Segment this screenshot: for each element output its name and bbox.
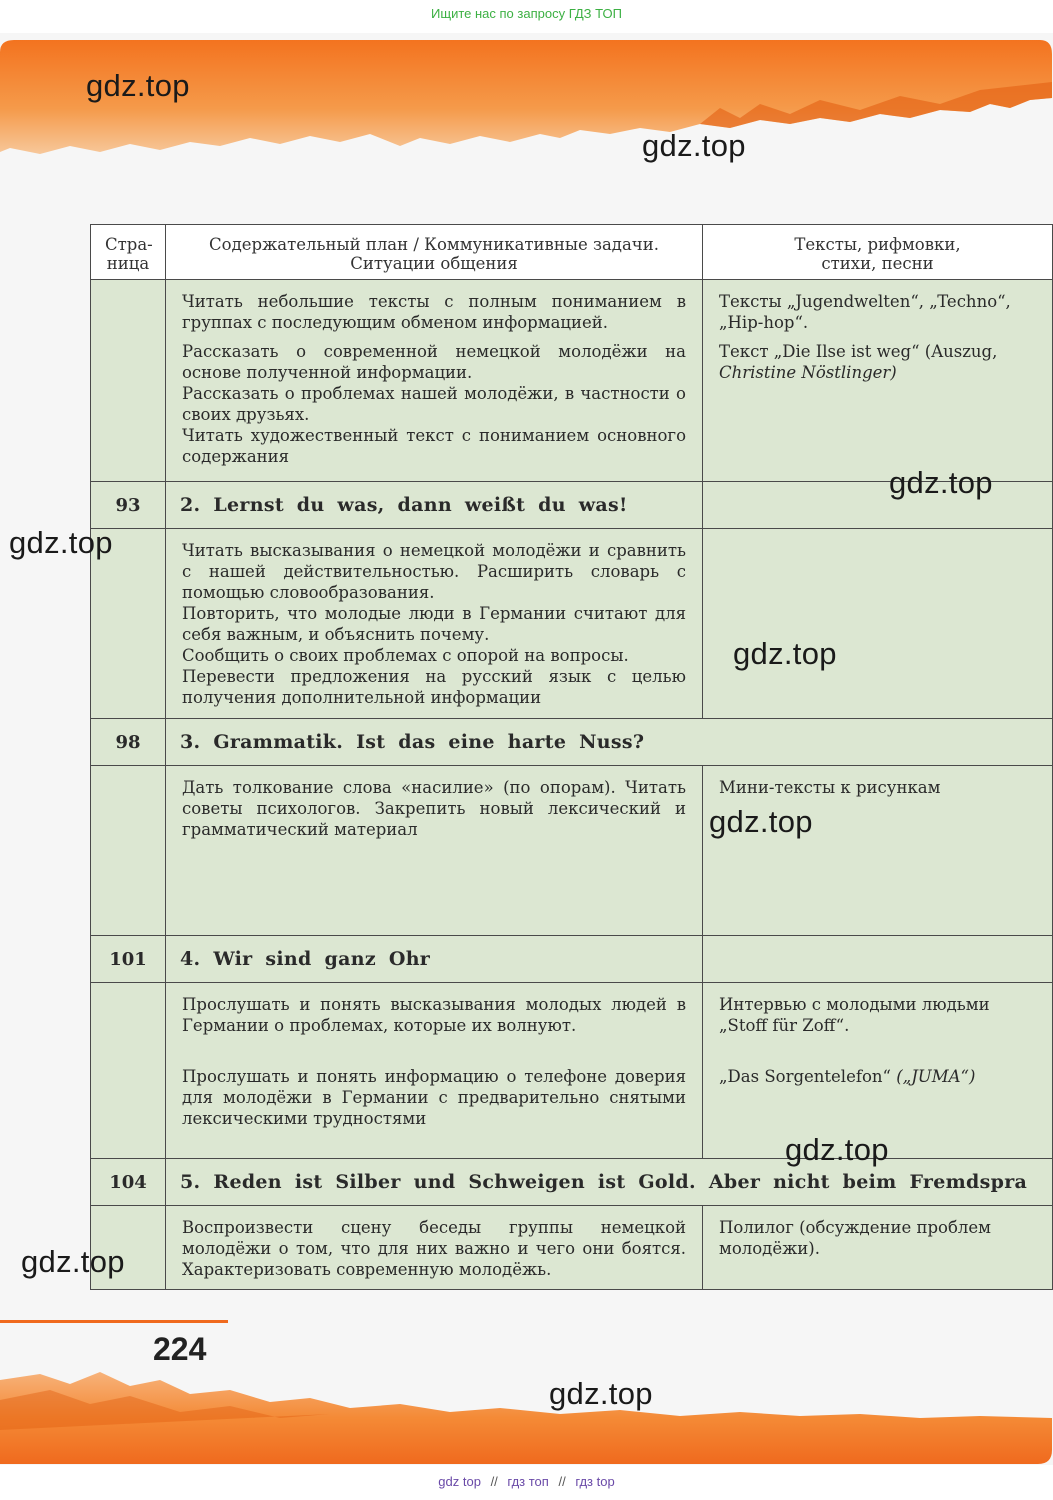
link-gdz-top-mixed[interactable]: гдз top: [575, 1474, 615, 1489]
watermark-7: gdz.top: [785, 1132, 889, 1167]
unit-page-number: 98: [91, 719, 166, 766]
table-row: [91, 529, 1053, 719]
unit-title: 5. Reden ist Silber und Schweigen ist Gold. Aber nicht beim Fremdspra: [180, 1170, 1028, 1193]
texts-cell: Интервью с молодыми людьми „Stoff für Zoff“. „Das Sorgentelefon“ („JUMA“): [703, 983, 1053, 1159]
content-cell: Читать небольшие тексты с полным пониманием в группах с последующим обменом информацией. Рассказать о современной немецкой молодёжи на основе полученной информации. Рассказать о проблемах нашей молодёжи, в частности о своих друзьях. Читать художественный текст с пониманием основного содержания: [166, 280, 703, 482]
watermark-6: gdz.top: [709, 804, 813, 839]
texts-cell: Мини-тексты к рисункам: [703, 766, 1053, 936]
table-header-row: [91, 225, 1053, 280]
watermark-3: gdz.top: [889, 465, 993, 500]
unit-title: 2. Lernst du was, dann weißt du was!: [180, 493, 628, 516]
table-row: [91, 766, 1053, 936]
link-separator: //: [490, 1474, 498, 1489]
texts-cell: [703, 529, 1053, 719]
header-texts: Тексты, рифмовки, стихи, песни: [703, 225, 1053, 280]
watermark-1: gdz.top: [86, 68, 190, 103]
link-separator: //: [558, 1474, 566, 1489]
header-content: Содержательный план / Коммуникативные задачи. Ситуации общения: [166, 225, 703, 280]
table-row: [91, 983, 1053, 1159]
unit-row: [91, 719, 1053, 766]
bottom-links: [0, 1474, 1053, 1489]
page-number: 224: [153, 1331, 207, 1367]
watermark-9: gdz.top: [549, 1376, 653, 1411]
table-row: [91, 280, 1053, 482]
unit-title-cell: [166, 482, 703, 529]
texts-cell: Тексты „Jugendwelten“, „Techno“, „Hip-hop“. Текст „Die Ilse ist weg“ (Auszug, Christine Nöstlinger): [703, 280, 1053, 482]
unit-title: 4. Wir sind ganz Ohr: [180, 947, 431, 970]
unit-page-number: 101: [91, 936, 166, 983]
watermark-5: gdz.top: [733, 636, 837, 671]
content-cell: Прослушать и понять высказывания молодых людей в Германии о проблемах, которые их волнуют. Прослушать и понять информацию о телефоне доверия для молодёжи в Германии с предварительно снятыми лексическими трудностями: [166, 983, 703, 1159]
page-cell: [91, 766, 166, 936]
unit-title: 3. Grammatik. Ist das eine harte Nuss?: [180, 730, 645, 753]
lesson-plan-table: [90, 224, 1053, 1290]
watermark-4: gdz.top: [9, 525, 113, 560]
content-cell: Воспроизвести сцену беседы группы немецкой молодёжи о том, что для них важно и чего они боятся. Характеризовать современную молодёжь.: [166, 1206, 703, 1290]
top-search-note[interactable]: Ищите нас по запросу ГДЗ ТОП: [431, 6, 622, 21]
link-gdz-top[interactable]: gdz top: [438, 1474, 481, 1489]
texts-cell: Полилог (обсуждение проблем молодёжи).: [703, 1206, 1053, 1290]
unit-row: [91, 1159, 1053, 1206]
page-cell: [91, 983, 166, 1159]
bottom-decorative-band: [0, 1360, 1053, 1464]
content-cell: Дать толкование слова «насилие» (по опорам). Читать советы психологов. Закрепить новый лексический и грамматический материал: [166, 766, 703, 936]
link-gdz-top-ru[interactable]: гдз топ: [507, 1474, 549, 1489]
watermark-8: gdz.top: [21, 1244, 125, 1279]
page-cell: [91, 280, 166, 482]
unit-title-cell: [166, 936, 703, 983]
header-page: Стра- ница: [91, 225, 166, 280]
unit-empty-cell: [703, 482, 1053, 529]
unit-empty-cell: [703, 936, 1053, 983]
unit-title-cell: [166, 719, 1053, 766]
unit-row: [91, 936, 1053, 983]
table-row: [91, 1206, 1053, 1290]
unit-page-number: 104: [91, 1159, 166, 1206]
watermark-2: gdz.top: [642, 128, 746, 163]
content-cell: Читать высказывания о немецкой молодёжи и сравнить с нашей действительностью. Расширить словарь с помощью словообразования. Повторить, что молодые люди в Германии считают для себя важным, и объяснить почему. Сообщить о своих проблемах с опорой на вопросы. Перевести предложения на русский язык с целью получения дополнительной информации: [166, 529, 703, 719]
page-number-rule: [0, 1320, 228, 1323]
unit-page-number: 93: [91, 482, 166, 529]
unit-title-cell: [166, 1159, 1053, 1206]
